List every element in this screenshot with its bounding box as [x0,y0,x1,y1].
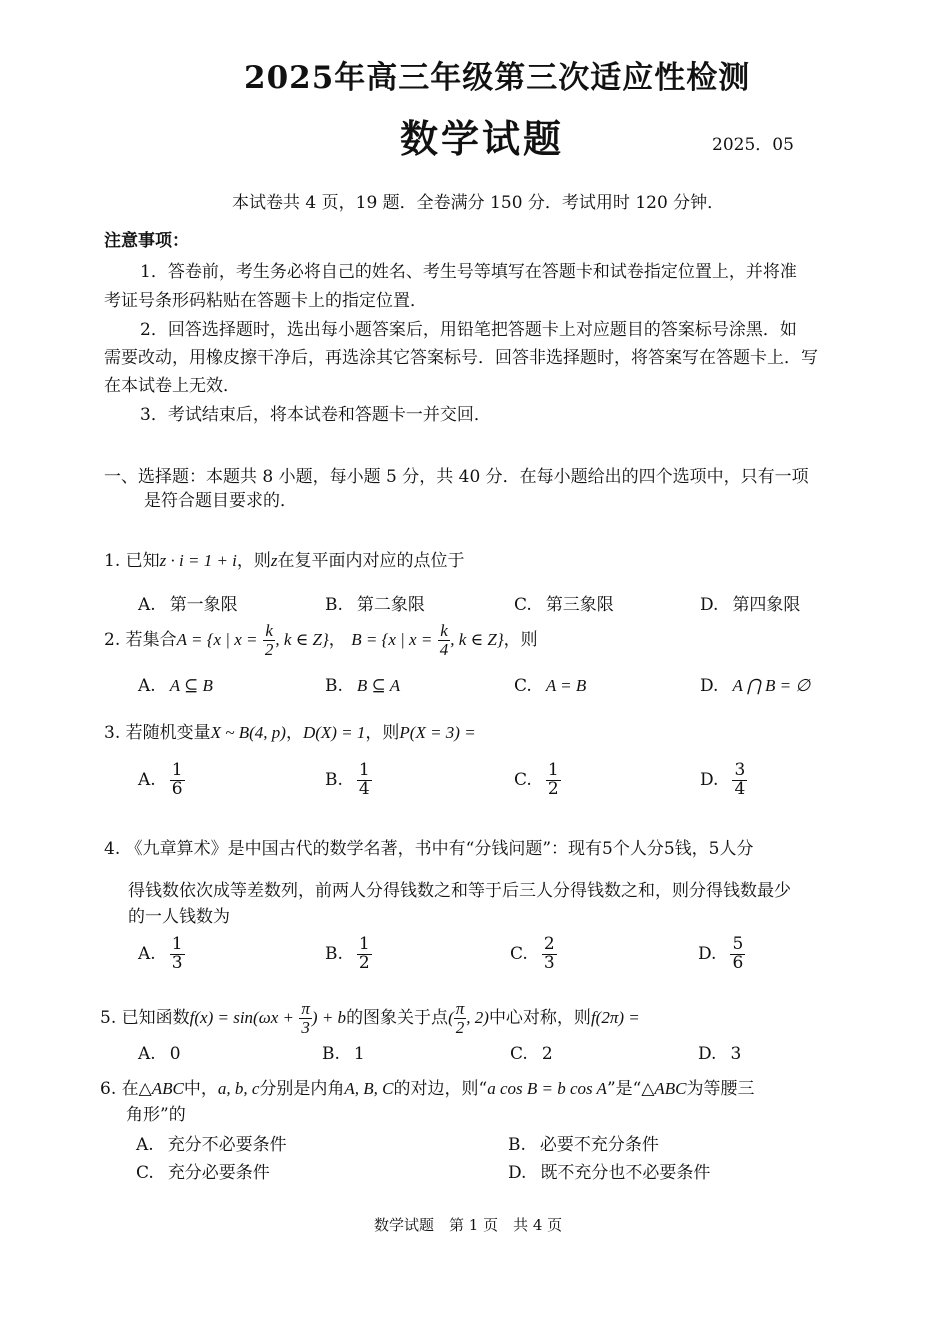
question-4-option-d[interactable]: D. $\frac{5}{6}$ [698,934,744,973]
question-4-option-b[interactable]: B. $\frac{1}{2}$ [325,934,370,973]
question-1-option-a[interactable]: A. 第一象限 [138,595,238,615]
fraction: $\frac{1}{2}$ [358,934,370,973]
question-number: 1. [104,551,121,571]
page-footer: 数学试题 第 1 页 共 4 页 [374,1216,563,1234]
fraction: $\frac{\pi}{2}$ [455,999,465,1037]
question-5-option-c[interactable]: C. 2 [510,1044,553,1064]
section-heading-line-2: 是符合题目要求的． [144,491,297,511]
question-5-option-d[interactable]: D. 3 [698,1044,742,1064]
fraction: $\frac{1}{2}$ [547,760,559,799]
math-expression: z · i = 1 + i [159,551,237,570]
notice-item-3: 3．考试结束后，将本试卷和答题卡一并交回． [140,405,491,425]
question-number: 4. [104,839,121,859]
notice-item-1-line-1: 1．答卷前，考生务必将自己的姓名、考生号等填写在答题卡和试卷指定位置上，并将准 [140,262,797,282]
question-5-option-a[interactable]: A. 0 [138,1044,181,1064]
question-2-stem: 2. 若集合A = {x | x = $\frac{k}{2}$ , k ∈ Z}， B = {x | x = $\frac{k}{4}$ , k ∈ Z}，则 [104,621,538,659]
question-2-option-d[interactable]: D. A ⋂ B = ∅ [700,676,811,696]
question-6-option-c[interactable]: C. 充分必要条件 [136,1163,270,1183]
fraction: $\frac{2}{3}$ [543,934,555,973]
question-3-option-a[interactable]: A. $\frac{1}{6}$ [138,760,183,799]
fraction: $\frac{1}{4}$ [358,760,370,799]
question-1-option-d[interactable]: D. 第四象限 [700,595,801,615]
question-2-option-b[interactable]: B. B ⊆ A [325,676,401,696]
subject-title: 数学试题 [400,116,565,161]
question-4-option-c[interactable]: C. $\frac{2}{3}$ [510,934,555,973]
notice-item-2-line-3: 在本试卷上无效． [104,376,240,396]
question-3-stem: 3. 若随机变量X ~ B(4, p)，D(X) = 1，则P(X = 3) = [104,723,476,743]
question-6-stem-line-1: 6. 在△ABC中，a, b, c分别是内角A, B, C的对边，则“a cos B = b cos A”是“△ABC为等腰三 [100,1079,755,1099]
fraction: $\frac{k}{4}$ [439,621,449,659]
fraction: $\frac{1}{3}$ [171,934,183,973]
question-3-option-b[interactable]: B. $\frac{1}{4}$ [325,760,370,799]
question-number: 2. [104,629,121,650]
fraction: $\frac{1}{6}$ [171,760,183,799]
question-1-stem: 1. 已知z · i = 1 + i，则z在复平面内对应的点位于 [104,551,465,571]
question-1-option-b[interactable]: B. 第二象限 [325,595,425,615]
exam-date: 2025．05 [712,135,794,155]
question-6-option-a[interactable]: A. 充分不必要条件 [136,1135,287,1155]
question-6-option-d[interactable]: D. 既不充分也不必要条件 [508,1163,711,1183]
question-2-option-a[interactable]: A. A ⊆ B [138,676,213,696]
exam-title: 2025年高三年级第三次适应性检测 [244,60,751,96]
notice-item-2-line-2: 需要改动，用橡皮擦干净后，再选涂其它答案标号．回答非选择题时，将答案写在答题卡上．写 [104,348,818,368]
fraction: $\frac{5}{6}$ [732,934,744,973]
question-2-option-c[interactable]: C. A = B [514,676,587,696]
question-number: 6. [100,1079,117,1099]
question-4-option-a[interactable]: A. $\frac{1}{3}$ [138,934,183,973]
question-6-option-b[interactable]: B. 必要不充分条件 [508,1135,659,1155]
notice-item-1-line-2: 考证号条形码粘贴在答题卡上的指定位置． [104,291,427,311]
question-4-stem-line-1: 4. 《九章算术》是中国古代的数学名著，书中有“分钱问题”：现有5个人分5钱，5人分 [104,839,754,859]
fraction: $\frac{k}{2}$ [264,621,274,659]
notice-item-2-line-1: 2．回答选择题时，选出每小题答案后，用铅笔把答题卡上对应题目的答案标号涂黑．如 [140,320,797,340]
fraction: $\frac{3}{4}$ [734,760,746,799]
question-number: 3. [104,723,121,743]
question-1-option-c[interactable]: C. 第三象限 [514,595,614,615]
notice-heading: 注意事项： [104,231,189,251]
section-heading-line-1: 一、选择题：本题共 8 小题，每小题 5 分，共 40 分．在每小题给出的四个选项中，只有一项 [104,467,809,487]
question-4-stem-line-3: 的一人钱数为 [128,907,230,927]
exam-intro: 本试卷共 4 页，19 题．全卷满分 150 分．考试用时 120 分钟． [232,193,725,213]
question-5-option-b[interactable]: B. 1 [322,1044,365,1064]
question-number: 5. [100,1007,117,1028]
question-4-stem-line-2: 得钱数依次成等差数列，前两人分得钱数之和等于后三人分得钱数之和，则分得钱数最少 [128,881,791,901]
question-3-option-d[interactable]: D. $\frac{3}{4}$ [700,760,746,799]
question-3-option-c[interactable]: C. $\frac{1}{2}$ [514,760,559,799]
question-5-stem: 5. 已知函数f(x) = sin(ωx + $\frac{\pi}{3}$ ) + b的图象关于点( $\frac{\pi}{2}$ , 2)中心对称，则f(2π) = [100,999,640,1037]
question-6-stem-line-2: 角形”的 [126,1105,186,1125]
fraction: $\frac{\pi}{3}$ [301,999,310,1037]
